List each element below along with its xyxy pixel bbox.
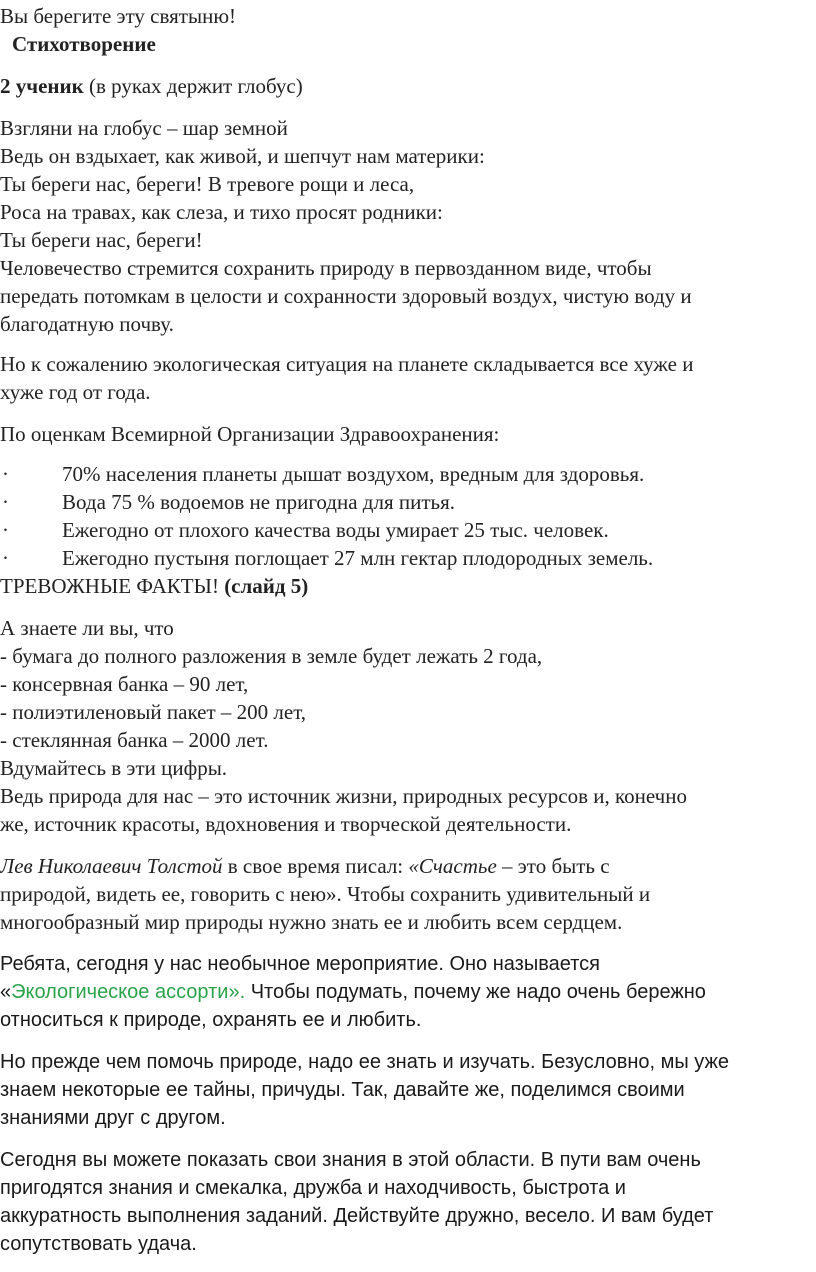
bullet-mark: · bbox=[2, 518, 9, 542]
paragraph-line: хуже год от года. bbox=[0, 380, 151, 404]
poem-line: Взгляни на глобус – шар земной bbox=[0, 116, 288, 140]
bullet-text: Ежегодно пустыня поглощает 27 млн гектар плодородных земель. bbox=[62, 546, 654, 570]
poem-line: Ты береги нас, береги! bbox=[0, 228, 203, 252]
kids-line: Ребята, сегодня у нас необычное мероприятие. Оно называется bbox=[0, 953, 600, 975]
paragraph-line: Человечество стремится сохранить природу в первозданном виде, чтобы bbox=[0, 256, 652, 280]
paragraph-line: благодатную почву. bbox=[0, 312, 174, 336]
bullet-item bbox=[0, 460, 816, 488]
poem-line: Ведь он вздыхает, как живой, и шепчут нам материки: bbox=[0, 144, 485, 168]
know-line: же, источник красоты, вдохновения и творческой деятельности. bbox=[0, 812, 572, 836]
tolstoy-line: природой, видеть ее, говорить с нею». Чтобы сохранить удивительный и bbox=[0, 882, 651, 906]
student-line bbox=[0, 72, 303, 100]
bullet-mark: · bbox=[2, 490, 9, 514]
poem-line: Ты береги нас, береги! В тревоге рощи и леса, bbox=[0, 172, 415, 196]
kids-text: Чтобы подумать, почему же надо очень бережно bbox=[245, 981, 706, 1003]
today-line: Сегодня вы можете показать свои знания в этой области. В пути вам очень bbox=[0, 1149, 701, 1171]
bullet-item bbox=[0, 488, 816, 516]
tolstoy-line bbox=[0, 852, 610, 880]
poem-heading: Стихотворение bbox=[12, 32, 156, 56]
paragraph-line: передать потомкам в целости и сохранности здоровый воздух, чистую воду и bbox=[0, 284, 692, 308]
bullet-text: Вода 75 % водоемов не пригодна для питья. bbox=[62, 490, 456, 514]
kids-line: относиться к природе, охранять ее и любить. bbox=[0, 1009, 422, 1031]
student-label: 2 ученик bbox=[0, 74, 84, 98]
student-note: (в руках держит глобус) bbox=[83, 74, 303, 98]
author-name: Лев Николаевич Толстой bbox=[0, 854, 223, 878]
know-line: А знаете ли вы, что bbox=[0, 616, 174, 640]
today-line: пригодятся знания и смекалка, дружба и находчивость, быстрота и bbox=[0, 1177, 626, 1199]
know-line: - стеклянная банка – 2000 лет. bbox=[0, 728, 269, 752]
bullet-item bbox=[0, 544, 816, 572]
bullet-item bbox=[0, 516, 816, 544]
bullet-mark: · bbox=[2, 546, 9, 570]
quote-open: « bbox=[0, 981, 12, 1003]
study-line: знаниями друг с другом. bbox=[0, 1107, 226, 1129]
facts-text: ТРЕВОЖНЫЕ ФАКТЫ! bbox=[0, 574, 225, 598]
facts-line bbox=[0, 572, 308, 600]
intro-line: Вы берегите эту святыню! bbox=[0, 4, 237, 28]
study-line: Но прежде чем помочь природе, надо ее знать и изучать. Безусловно, мы уже bbox=[0, 1051, 730, 1073]
know-line: - полиэтиленовый пакет – 200 лет, bbox=[0, 700, 307, 724]
tolstoy-line: многообразный мир природы нужно знать ее и любить всем сердцем. bbox=[0, 910, 623, 934]
kids-line bbox=[0, 978, 706, 1006]
know-line: - бумага до полного разложения в земле будет лежать 2 года, bbox=[0, 644, 543, 668]
quote-start: «Счастье – bbox=[408, 854, 513, 878]
today-line: сопутствовать удача. bbox=[0, 1233, 197, 1255]
slide-ref: (слайд 5) bbox=[224, 574, 309, 598]
bullet-text: 70% населения планеты дышат воздухом, вредным для здоровья. bbox=[62, 462, 645, 486]
tolstoy-text-end: это быть с bbox=[512, 854, 610, 878]
study-line: знаем некоторые ее тайны, причуды. Так, давайте же, поделимся своими bbox=[0, 1079, 685, 1101]
know-line: - консервная банка – 90 лет, bbox=[0, 672, 249, 696]
poem-line: Роса на травах, как слеза, и тихо просят родники: bbox=[0, 200, 443, 224]
who-line: По оценкам Всемирной Организации Здравоохранения: bbox=[0, 422, 500, 446]
know-line: Вдумайтесь в эти цифры. bbox=[0, 756, 228, 780]
paragraph-line: Но к сожалению экологическая ситуация на планете складывается все хуже и bbox=[0, 352, 694, 376]
know-line: Ведь природа для нас – это источник жизни, природных ресурсов и, конечно bbox=[0, 784, 687, 808]
event-name: Экологическое ассорти». bbox=[11, 981, 246, 1003]
bullet-text: Ежегодно от плохого качества воды умирает 25 тыс. человек. bbox=[62, 518, 609, 542]
bullet-mark: · bbox=[2, 462, 9, 486]
tolstoy-text: в свое время писал: bbox=[222, 854, 409, 878]
today-line: аккуратность выполнения заданий. Действуйте дружно, весело. И вам будет bbox=[0, 1205, 714, 1227]
